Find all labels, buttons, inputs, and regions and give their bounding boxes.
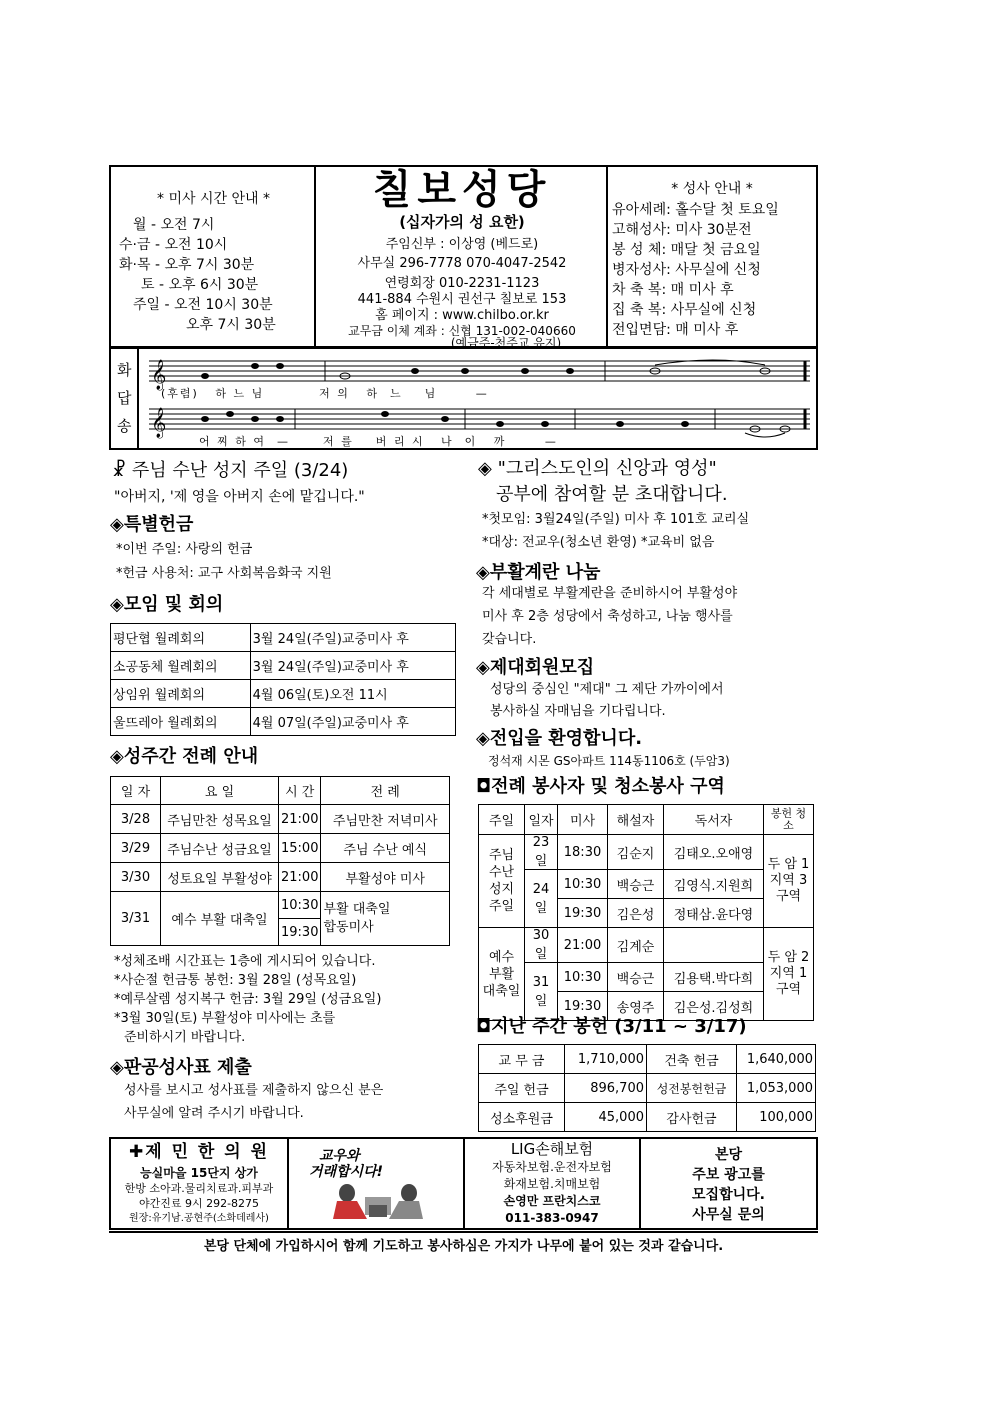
servers-table (478, 804, 814, 1021)
sacrament-2: 고해성사: 미사 30분전 (612, 222, 752, 238)
sacrament-6: 집 축 복: 사무실에 신청 (612, 302, 757, 318)
altar-society-title: ◈제대회원모집 (476, 657, 595, 678)
mass-time-2: 수·금 - 오전 10시 (119, 237, 228, 253)
easter-egg-line-1: 각 세대별로 부활계란을 준비하시어 부활성야 (482, 586, 738, 601)
ad-slogan-1: 교우와 (319, 1148, 360, 1164)
table-row: 평단협 월례회의 3월 24일(주일)교중미사 후 (111, 624, 456, 652)
offering-table (478, 1044, 816, 1132)
sacrament-7: 전입면담: 매 미사 후 (612, 322, 739, 338)
table-row: 울뜨레아 월례회의 4월 07일(주일)교중미사 후 (111, 708, 456, 736)
sunday-title-text: 주님 수난 성지 주일 (3/24) (131, 460, 349, 481)
svg-text:𝄞: 𝄞 (151, 360, 167, 390)
offering-title: ◘지난 주간 봉헌 (3/11 ~ 3/17) (476, 1016, 747, 1037)
table-row: 예수 부활 대축일 30일 21:00 김계순 두 암 2지역 1구역 (479, 928, 814, 963)
table-row: 3/29 주님수난 성금요일 15:00 주님 수난 예식 (111, 834, 450, 863)
svg-text:𝄞: 𝄞 (151, 408, 167, 438)
table-row: 3/28 주님만찬 성목요일 21:00 주님만찬 저녁미사 (111, 805, 450, 834)
confession-line-1: 성사를 보시고 성사표를 제출하지 않으신 분은 (124, 1083, 384, 1098)
sacrament-5: 차 축 복: 매 미사 후 (612, 282, 734, 298)
study-item-1: *첫모임: 3월24일(주일) 미사 후 101호 교리실 (482, 512, 750, 527)
table-row: 24일 10:30 백승근 김영식.지원희 (479, 870, 814, 899)
homepage-link[interactable]: 홈 페이지 : www.chilbo.or.kr (375, 308, 549, 323)
table-header: 일 자 요 일 시 간 전 례 (111, 777, 450, 805)
church-name: 칠보성당 (372, 166, 552, 213)
clinic-ad: ✚제 민 한 의 원 능실마을 15단지 상가 한방 소아과.물리치료과.피부과 야간진료 9시 292-8275 원장:유기남.공현주(소화데레사) (111, 1139, 289, 1228)
mass-time-6: 오후 7시 30분 (186, 317, 276, 333)
easter-egg-line-3: 갖습니다. (482, 632, 537, 647)
ad-recruit: 본당 주보 광고를 모집합니다. 사무실 문의 (692, 1147, 765, 1223)
altar-society-line-2: 봉사하실 자매님을 기다립니다. (490, 704, 666, 719)
bulletin-header (109, 165, 818, 348)
mass-time-3: 화·목 - 오후 7시 30분 (119, 257, 255, 273)
sacrament-title: * 성사 안내 * (671, 181, 753, 197)
table-row: 19:30 (111, 919, 450, 946)
easter-egg-title: ◈부활계란 나눔 (476, 562, 601, 583)
table-row: 상임위 월례회의 4월 06일(토)오전 11시 (111, 680, 456, 708)
table-row: 성소후원금 45,000 감사헌금 100,000 (479, 1103, 816, 1132)
study-item-2: *대상: 전교우(청소년 환영) *교육비 없음 (482, 535, 715, 550)
meetings-table (110, 623, 456, 736)
table-row: 소공동체 월례회의 3월 24일(주일)교중미사 후 (111, 652, 456, 680)
welcome-title: ◈전입을 환영합니다. (476, 728, 643, 749)
bank-account: 교무금 이체 계좌 : 신협 131-002-040660 (348, 324, 576, 338)
psalm-lyrics-1: (후렴) 하 느 님 저 의 하 느 님 — (161, 387, 489, 400)
altar-society-line-1: 성당의 중심인 "제대" 그 제단 가까이에서 (490, 682, 724, 697)
holy-week-title: ◈성주간 전례 안내 (110, 746, 259, 767)
table-header: 주일 일자 미사 해설자 독서자 봉헌 청소 (479, 805, 814, 835)
psalm-label: 화 답 송 (111, 349, 139, 448)
sacrament-3: 봉 성 체: 매달 첫 금요일 (612, 242, 761, 258)
office-phones: 사무실 296-7778 070-4047-2542 (357, 256, 567, 271)
sacrament-4: 병자성사: 사무실에 신청 (612, 262, 761, 278)
church-info-panel (316, 166, 608, 350)
psalm-lyrics-2: 어 찌 하 여 — 저 를 버 리 시 나 이 까 — (199, 435, 558, 448)
mass-times-title: * 미사 시간 안내 * (157, 191, 270, 207)
holy-week-table (110, 776, 450, 946)
account-holder: (예금주-천주교 유지) (450, 336, 562, 350)
study-title-1: ◈ "그리스도인의 신앙과 영성" (478, 458, 717, 479)
ads-box (109, 1137, 818, 1230)
responsorial-psalm (109, 347, 818, 450)
table-row: 31일 10:30 백승근 김용택.박다희 (479, 963, 814, 992)
special-offering-title: ◈특별헌금 (110, 514, 194, 535)
footer-motto: 본당 단체에 가입하시어 함께 기도하고 봉사하심은 가지가 나무에 붙어 있는 것과 같습니다. (203, 1239, 724, 1254)
welcome-line: 정석재 시몬 GS아파트 114동1106호 (두암3) (488, 754, 730, 768)
table-row: 3/30 성토요일 부활성야 21:00 부활성야 미사 (111, 863, 450, 892)
table-row: 교 무 금 1,710,000 건축 헌금 1,640,000 (479, 1045, 816, 1074)
sunday-title (112, 458, 348, 484)
insurance-ad: LIG손해보험 자동차보험.운전자보험 화재보험.치매보험 손영만 프란치스코 011-383-0947 (465, 1139, 641, 1228)
community-ad (289, 1139, 465, 1228)
table-row: 주님 수난 성지 주일 23일 18:30 김순지 김태오.오애영 두 암 1지역 3구역 (479, 835, 814, 870)
sacrament-panel (608, 167, 816, 346)
chi-rho-icon: ☧ (112, 460, 127, 481)
meetings-title: ◈모임 및 회의 (110, 594, 224, 615)
footer-divider (109, 1231, 818, 1233)
handshake-illustration (319, 1179, 439, 1225)
study-title-2: 공부에 참여할 분 초대합니다. (496, 484, 728, 505)
church-patron: (십자가의 성 요한) (399, 213, 525, 231)
confession-line-2: 사무실에 알려 주시기 바랍니다. (124, 1106, 304, 1121)
mass-time-5: 주일 - 오전 10시 30분 (133, 297, 273, 313)
table-row: 3/31 예수 부활 대축일 10:30 부활 대축일 합동미사 (111, 892, 450, 919)
servers-title: ◘전례 봉사자 및 청소봉사 구역 (476, 776, 725, 797)
mass-time-4: 토 - 오후 6시 30분 (141, 277, 259, 293)
sunday-quote: "아버지, '제 영을 아버지 손에 맡깁니다." (114, 489, 365, 505)
holy-week-notes: *성체조배 시간표는 1층에 게시되어 있습니다. *사순절 헌금통 봉헌: 3월 28일 (성목요일) *예루살렘 성지복구 헌금: 3월 29일 (성금요일) *3월 30일(토) 부활성야 미사에는 초를 준비하시기 바랍니다. (114, 954, 382, 1045)
special-offering-item-1: *이번 주일: 사랑의 헌금 (116, 542, 253, 557)
special-offering-item-2: *헌금 사용처: 교구 사회복음화국 지원 (116, 566, 332, 581)
table-row: 주일 헌금 896,700 성전봉헌헌금 1,053,000 (479, 1074, 816, 1103)
table-row: 19:30 송영주 김은성.김성희 (479, 992, 814, 1021)
easter-egg-line-2: 미사 후 2층 성당에서 축성하고, 나눔 행사를 (482, 609, 733, 624)
council-contact: 연령회장 010-2231-1123 (384, 276, 540, 291)
mass-time-1: 월 - 오전 7시 (133, 217, 215, 233)
table-row: 19:30 김은성 정태삼.윤다영 (479, 899, 814, 928)
mass-times-panel (111, 167, 316, 346)
ad-slogan-2: 거래합시다! (309, 1164, 384, 1180)
sacrament-1: 유아세례: 홀수달 첫 토요일 (612, 202, 779, 218)
confession-title: ◈판공성사표 제출 (110, 1057, 252, 1078)
pastor: 주임신부 : 이상영 (베드로) (385, 237, 539, 252)
church-address: 441-884 수원시 권선구 칠보로 153 (357, 292, 567, 307)
